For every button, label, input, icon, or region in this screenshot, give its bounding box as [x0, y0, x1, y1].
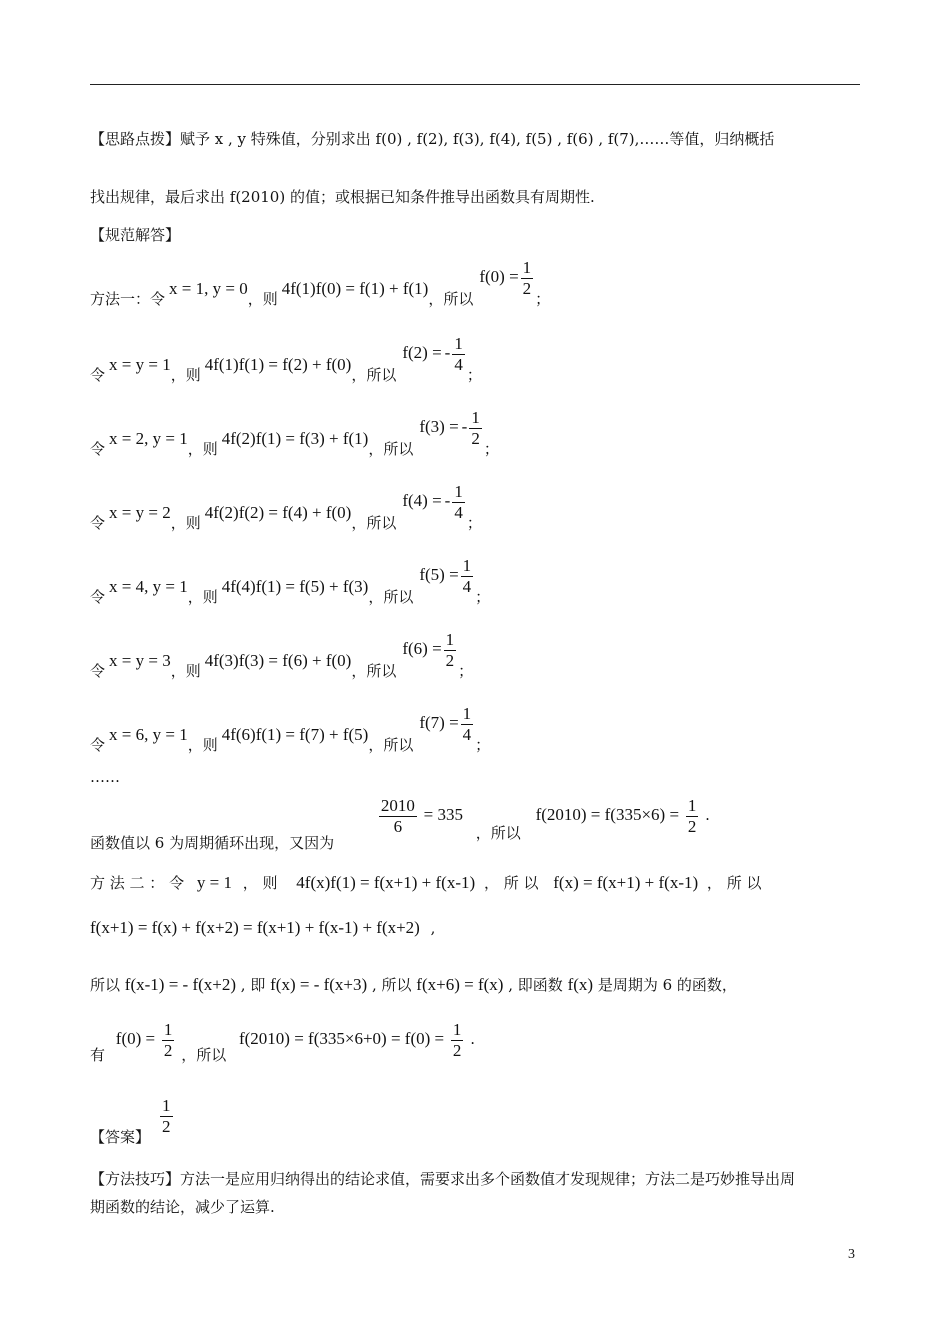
frac-den: 4: [462, 576, 472, 596]
m2-intro: 方 法 二 ： 令: [90, 874, 185, 892]
method1-step: [90, 556, 491, 607]
step-so: ，所以: [351, 662, 397, 681]
step-then: ，则: [170, 662, 201, 681]
m2-eq6: f(x+6) = f(x): [416, 975, 504, 994]
m2-frac1: [162, 1020, 175, 1060]
m2-eq4: f(x-1) = - f(x+2): [124, 975, 237, 994]
answer-frac: [160, 1096, 173, 1136]
m2-eq9: f(2010) = f(335×6+0) = f(0) =: [238, 1029, 445, 1049]
m2-eq8: f(0) =: [115, 1029, 156, 1049]
method1-step: [90, 258, 551, 309]
step-semi: ；: [466, 366, 482, 385]
step-so: ，所以: [351, 366, 397, 385]
method1-conclusion: [90, 796, 710, 853]
step-lead: 令: [90, 440, 106, 459]
final-frac: [686, 796, 699, 836]
method1-step: [90, 482, 482, 533]
step-cond: x = 6, y = 1: [109, 725, 188, 745]
step-semi: ；: [466, 514, 482, 533]
step-cond: x = 4, y = 1: [109, 577, 188, 597]
frac-den: 2: [687, 816, 697, 836]
tips-line-1: 【方法技巧】方法一是应用归纳得出的结论求值，需要求出多个函数值才发现规律；方法二是巧妙推导出周: [90, 1170, 796, 1188]
step-sign: -: [461, 417, 468, 437]
step-cond: x = y = 2: [109, 503, 171, 523]
frac-num: 1: [462, 556, 472, 575]
frac-num: 2010: [380, 796, 415, 815]
frac-num: 1: [162, 1096, 171, 1115]
method2-line-4: [90, 1020, 475, 1065]
step-eq: 4f(1)f(1) = f(2) + f(0): [204, 355, 352, 375]
frac-num: 1: [163, 1020, 173, 1039]
tips-line-2: 期函数的结论，减少了运算.: [90, 1198, 275, 1216]
step-lead: 令: [90, 514, 106, 533]
step-eq: 4f(3)f(3) = f(6) + f(0): [204, 651, 352, 671]
step-res: f(0) =: [479, 267, 519, 287]
frac-den: 2: [163, 1040, 173, 1060]
final-eq: f(2010) = f(335×6) =: [535, 805, 680, 825]
conclusion-text: 函数值以 6 为周期循环出现，又因为: [90, 834, 335, 853]
m2-ie1: , 即: [240, 976, 266, 994]
frac-num: 1: [471, 408, 480, 427]
frac-den: 4: [462, 724, 472, 744]
frac-num: 1: [687, 796, 697, 815]
frac-den: 2: [471, 428, 480, 448]
frac-num: 1: [452, 1020, 462, 1039]
frac-den: 2: [452, 1040, 462, 1060]
step-semi: ；: [535, 290, 551, 309]
hint-line-1: 【思路点拨】赋予 x , y 特殊值，分别求出 f(0) , f(2), f(3), f(4), f(5) , f(6) , f(7),……等值，归纳概括: [90, 130, 775, 148]
step-frac: [469, 408, 482, 448]
frac-num: 1: [462, 704, 472, 723]
step-then: ，则: [187, 440, 218, 459]
step-cond: x = 2, y = 1: [109, 429, 188, 449]
step-frac: [444, 630, 457, 670]
step-eq: 4f(1)f(0) = f(1) + f(1): [281, 279, 429, 299]
frac-den: 2: [522, 278, 532, 298]
step-semi: ；: [475, 736, 491, 755]
step-then: ，则: [170, 366, 201, 385]
method1-step: [90, 630, 474, 681]
m2-so5: ，所以: [181, 1046, 227, 1065]
frac-den: 4: [454, 354, 463, 374]
frac-2010-6: [379, 796, 417, 836]
step-res: f(3) =: [419, 417, 459, 437]
step-so: ，所以: [368, 588, 414, 607]
solution-header: 【规范解答】: [90, 226, 181, 244]
step-so: ，所以: [428, 290, 474, 309]
step-then: ，则: [187, 736, 218, 755]
eq-335: = 335: [423, 805, 463, 825]
m2-cond: y = 1: [196, 873, 232, 892]
step-lead: 令: [90, 662, 106, 681]
step-cond: x = y = 3: [109, 651, 171, 671]
method2-line-1: [90, 872, 761, 893]
m2-comma: ,: [430, 919, 436, 937]
step-frac: [461, 704, 474, 744]
step-so: ，所以: [368, 736, 414, 755]
page-number: 3: [848, 1247, 855, 1262]
step-frac: [452, 482, 465, 522]
so-label: ，所以: [475, 824, 521, 843]
step-sign: -: [444, 343, 451, 363]
method1-step: [90, 704, 491, 755]
frac-den: 4: [454, 502, 463, 522]
m2-eq2: f(x) = f(x+1) + f(x-1): [553, 873, 699, 892]
step-so: ，所以: [368, 440, 414, 459]
m2-frac2: [451, 1020, 464, 1060]
frac-den: 6: [393, 816, 403, 836]
step-frac: [452, 334, 465, 374]
m2-eq7: f(x): [567, 975, 594, 994]
header-rule: [90, 84, 860, 85]
step-cond: x = y = 1: [109, 355, 171, 375]
method2-line-2: [90, 918, 435, 938]
m2-so3: 所以: [90, 976, 121, 994]
method1-step: [90, 408, 499, 459]
frac-den: 2: [445, 650, 455, 670]
m2-eq3: f(x+1) = f(x) + f(x+2) = f(x+1) + f(x-1) + f(x+2): [90, 918, 420, 937]
step-eq: 4f(6)f(1) = f(7) + f(5): [221, 725, 369, 745]
step-intro: 方法一：令: [90, 290, 166, 309]
step-sign: -: [444, 491, 451, 511]
step-res: f(4) =: [402, 491, 442, 511]
step-res: f(7) =: [419, 713, 459, 733]
step-lead: 令: [90, 588, 106, 607]
answer-label: 【答案】: [90, 1128, 151, 1146]
m2-eq5: f(x) = - f(x+3): [270, 975, 368, 994]
m2-so2: ， 所 以: [706, 874, 762, 892]
m2-eq1: 4f(x)f(1) = f(x+1) + f(x-1): [296, 873, 476, 892]
step-semi: ；: [475, 588, 491, 607]
m2-so1: ， 所 以: [483, 874, 539, 892]
step-semi: ；: [483, 440, 499, 459]
method1-step: [90, 334, 482, 385]
m2-then: ， 则: [242, 874, 278, 892]
step-so: ，所以: [351, 514, 397, 533]
step-res: f(6) =: [402, 639, 442, 659]
step-then: ，则: [170, 514, 201, 533]
period: .: [705, 806, 710, 825]
step-eq: 4f(2)f(2) = f(4) + f(0): [204, 503, 352, 523]
ellipsis: ……: [90, 768, 120, 786]
step-then: ，则: [187, 588, 218, 607]
frac-num: 1: [522, 258, 532, 277]
hint-line-2: 找出规律，最后求出 f(2010) 的值；或根据已知条件推导出函数具有周期性.: [90, 188, 595, 206]
step-res: f(2) =: [402, 343, 442, 363]
frac-den: 2: [162, 1116, 171, 1136]
step-semi: ；: [458, 662, 474, 681]
frac-num: 1: [445, 630, 455, 649]
step-then: ，则: [247, 290, 278, 309]
m2-periodic: 是周期为 6 的函数，: [597, 976, 737, 994]
m2-ie2: , 即函数: [508, 976, 563, 994]
step-lead: 令: [90, 736, 106, 755]
step-eq: 4f(2)f(1) = f(3) + f(1): [221, 429, 369, 449]
step-eq: 4f(4)f(1) = f(5) + f(3): [221, 577, 369, 597]
step-frac: [461, 556, 474, 596]
step-res: f(5) =: [419, 565, 459, 585]
step-lead: 令: [90, 366, 106, 385]
m2-so4: , 所以: [371, 976, 412, 994]
step-frac: [521, 258, 534, 298]
frac-num: 1: [454, 482, 463, 501]
frac-num: 1: [454, 334, 463, 353]
m2-have: 有: [90, 1046, 106, 1065]
method2-line-3: [90, 974, 737, 995]
step-cond: x = 1, y = 0: [169, 279, 248, 299]
m2-period: .: [470, 1030, 475, 1049]
